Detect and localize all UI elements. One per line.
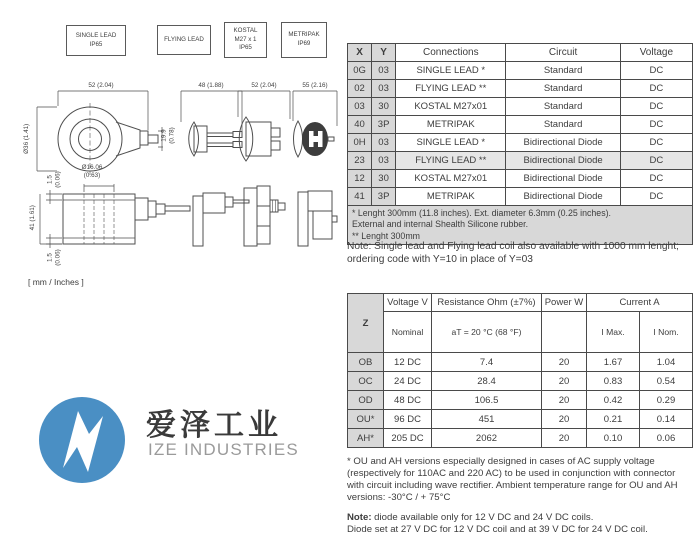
label-box-kostal (224, 22, 267, 58)
note-diode-line1: diode available only for 12 V DC and 24 V DC coils. (371, 512, 594, 523)
footnote-ou-ah: * OU and AH versions especially designed in cases of AC supply voltage (respectively for 110AC and 220 AC) to be used in conjunction with connector with circuit including wave rectifier. Ambient temperature range for OU and AH versions: -30°C / + 75°C (347, 456, 678, 504)
col-header-y: Y (372, 44, 396, 62)
dim-flange-bottom: 1.5 (0.06) (46, 249, 61, 266)
col-header-voltage: Voltage V (384, 294, 432, 312)
table-row: 0H 03 SINGLE LEAD * Bidirectional Diode DC (348, 134, 693, 152)
dim-single-lead-width: 52 (2.04) (88, 82, 114, 89)
subheader-power-empty (542, 312, 587, 353)
subheader-nominal: Nominal (384, 312, 432, 353)
dim-lead-height: 19.9 (0.78) (160, 127, 175, 144)
table-subheader-row (348, 312, 693, 353)
electrical-table (347, 293, 693, 448)
dim-coil-bore: Ø16.06 (0.63) (81, 164, 103, 179)
dim-flying-lead-width: 48 (1.88) (198, 82, 224, 89)
connector-label-line: METRIPAK (288, 31, 320, 39)
connector-label-line: FLYING LEAD (164, 35, 204, 43)
col-header-voltage: Voltage (620, 44, 692, 62)
table-row: 40 3P METRIPAK Standard DC (348, 116, 693, 134)
subheader-resistance-temp: aT = 20 °C (68 °F) (432, 312, 542, 353)
connections-table (347, 43, 693, 245)
table-row: AH* 205 DC 2062 20 0.10 0.06 (348, 429, 693, 448)
col-header-connections: Connections (396, 44, 506, 62)
note-diode (347, 512, 693, 536)
table-row: 03 30 KOSTAL M27x01 Standard DC (348, 98, 693, 116)
table-row: 12 30 KOSTAL M27x01 Bidirectional Diode DC (348, 170, 693, 188)
dim-coil-height: 41 (1.61) (29, 205, 37, 231)
note-lead-length: Note: Single lead and Flying lead coil also available with 1000 mm lenght; ordering code with Y=10 in place of Y=03 (347, 241, 679, 266)
footnote-line: External and internal Shealth Silicone rubber. (352, 219, 529, 230)
connector-label-line: IP69 (297, 40, 311, 47)
col-header-circuit: Circuit (506, 44, 620, 62)
dim-flange-top: 1.5 (0.06) (46, 171, 61, 188)
table-row: OB 12 DC 7.4 20 1.67 1.04 (348, 353, 693, 372)
col-header-z: Z (348, 294, 384, 353)
table-footnote-row (348, 206, 693, 245)
connector-drawings (0, 0, 345, 310)
table-row: OC 24 DC 28.4 20 0.83 0.54 (348, 372, 693, 391)
label-box-single-lead (66, 25, 126, 56)
col-header-resistance: Resistance Ohm (±7%) (432, 294, 542, 312)
dim-metripak-width: 55 (2.16) (302, 82, 328, 89)
logo-chinese-text: 爱泽工业 (146, 408, 282, 443)
logo-mark-icon (28, 390, 138, 502)
dim-coil-outer-diameter: Ø36 (1.41) (23, 123, 31, 154)
subheader-imax: I Max. (587, 312, 640, 353)
table-row-highlighted: 23 03 FLYING LEAD ** Bidirectional Diode DC (348, 152, 693, 170)
table-row: OD 48 DC 106.5 20 0.42 0.29 (348, 391, 693, 410)
footnote-line: ** Lenght 300mm (352, 230, 420, 241)
table-row: 0G 03 SINGLE LEAD * Standard DC (348, 62, 693, 80)
table-row: 41 3P METRIPAK Bidirectional Diode DC (348, 188, 693, 206)
dim-kostal-width: 52 (2.04) (251, 82, 277, 89)
table-header-row (348, 44, 693, 62)
connector-label-line: KOSTAL (233, 26, 258, 34)
table-header-row (348, 294, 693, 312)
connector-label-line: M27 x 1 (234, 35, 257, 43)
table-row: OU* 96 DC 451 20 0.21 0.14 (348, 410, 693, 429)
label-box-flying-lead (157, 25, 211, 55)
table-footnote-cell (348, 206, 693, 245)
ize-industries-logo (28, 390, 328, 510)
connector-label-line: IP65 (239, 44, 252, 52)
label-box-metripak (281, 22, 327, 58)
units-note: [ mm / Inches ] (28, 277, 84, 287)
col-header-current: Current A (587, 294, 693, 312)
note-diode-label: Note: (347, 512, 372, 523)
col-header-power: Power W (542, 294, 587, 312)
connector-label-line: SINGLE LEAD (75, 31, 117, 39)
connector-label-line: IP65 (89, 40, 103, 48)
subheader-inom: I Nom. (640, 312, 693, 353)
col-header-x: X (348, 44, 372, 62)
table-row: 02 03 FLYING LEAD ** Standard DC (348, 80, 693, 98)
note-diode-line2: Diode set at 27 V DC for 12 V DC coil and at 39 V DC for 24 V DC coil. (347, 524, 648, 536)
footnote-line: * Lenght 300mm (11.8 inches). Ext. diameter 6.3mm (0.25 inches). (352, 208, 611, 218)
logo-english-text: IZE INDUSTRIES (148, 440, 299, 459)
